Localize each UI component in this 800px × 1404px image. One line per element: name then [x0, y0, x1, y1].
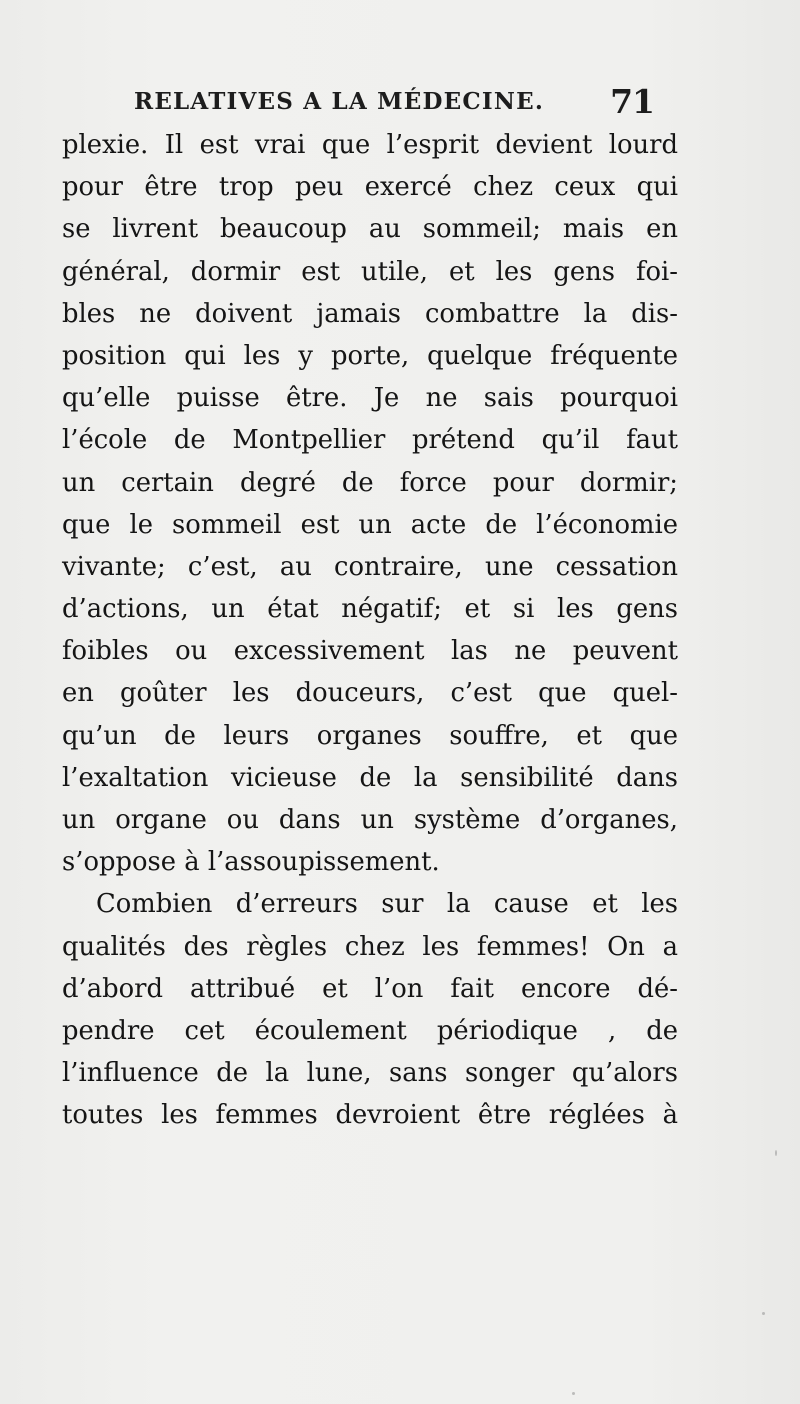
- body-text: [62, 124, 678, 1137]
- text-line: qu’un de leurs organes souffre, et que: [62, 720, 678, 751]
- text-line: l’influence de la lune, sans songer qu’alors: [62, 1058, 678, 1089]
- text-line: d’abord attribué et l’on fait encore dé-: [62, 973, 678, 1004]
- page-header: [134, 82, 654, 126]
- text-line: pendre cet écoulement périodique , de: [62, 1015, 678, 1046]
- text-line: bles ne doivent jamais combattre la dis-: [62, 298, 678, 329]
- text-line: se livrent beaucoup au sommeil; mais en: [62, 214, 678, 245]
- paper-speck: [572, 1392, 575, 1395]
- text-line: en goûter les douceurs, c’est que quel-: [62, 678, 678, 709]
- text-line: toutes les femmes devroient être réglées à: [62, 1100, 678, 1131]
- text-line: plexie. Il est vrai que l’esprit devient lourd: [62, 130, 678, 160]
- text-line: général, dormir est utile, et les gens foi-: [62, 256, 678, 287]
- text-line: qu’elle puisse être. Je ne sais pourquoi: [62, 383, 678, 414]
- text-line: l’exaltation vicieuse de la sensibilité dans: [62, 762, 678, 793]
- paragraph-start-line: Combien d’erreurs sur la cause et les: [96, 889, 678, 920]
- text-line: position qui les y porte, quelque fréquente: [62, 340, 678, 371]
- text-line: l’école de Montpellier prétend qu’il faut: [62, 425, 678, 456]
- text-line: un certain degré de force pour dormir;: [62, 467, 678, 498]
- text-line: qualités des règles chez les femmes! On a: [62, 931, 678, 962]
- text-line: que le sommeil est un acte de l’économie: [62, 509, 678, 540]
- page-number: 71: [610, 82, 654, 121]
- running-title: RELATIVES A LA MÉDECINE.: [134, 88, 545, 115]
- text-line: pour être trop peu exercé chez ceux qui: [62, 172, 678, 203]
- paper-speck: [762, 1312, 765, 1315]
- text-line: un organe ou dans un système d’organes,: [62, 805, 678, 835]
- text-line: vivante; c’est, au contraire, une cessation: [62, 551, 678, 582]
- text-line: d’actions, un état négatif; et si les gens: [62, 594, 678, 625]
- text-line: foibles ou excessivement las ne peuvent: [62, 636, 678, 667]
- paragraph-end-line: s’oppose à l’assoupissement.: [62, 847, 440, 878]
- paper-speck: [775, 1150, 777, 1156]
